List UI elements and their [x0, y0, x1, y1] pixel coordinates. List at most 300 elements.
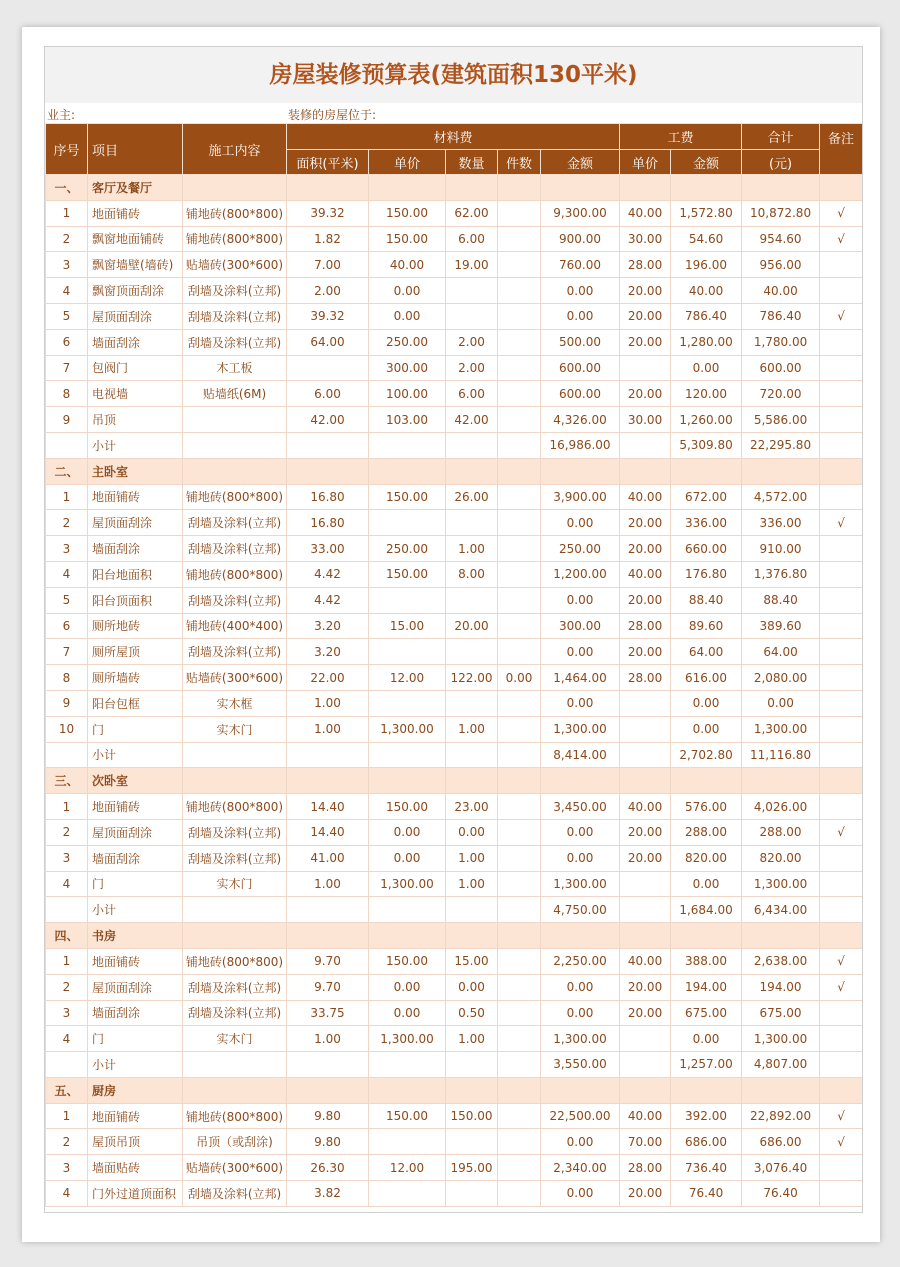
cell-pieces	[498, 690, 541, 716]
cell-area	[287, 923, 369, 949]
cell-amount: 0.00	[541, 639, 620, 665]
cell-labor-amount: 0.00	[671, 355, 742, 381]
cell-item: 墙面刮涂	[88, 845, 183, 871]
table-row	[46, 639, 863, 665]
cell-qty	[446, 742, 498, 768]
cell-amount: 0.00	[541, 1000, 620, 1026]
cell-content: 铺地砖(400*400)	[183, 613, 287, 639]
cell-pieces	[498, 819, 541, 845]
cell-total: 954.60	[742, 226, 820, 252]
cell-labor-price: 20.00	[620, 845, 671, 871]
cell-area: 3.20	[287, 639, 369, 665]
cell-remark	[820, 536, 863, 562]
cell-labor-amount: 0.00	[671, 1026, 742, 1052]
cell-seq: 3	[46, 536, 88, 562]
cell-labor-amount: 76.40	[671, 1181, 742, 1207]
cell-qty: 1.00	[446, 845, 498, 871]
cell-total: 1,300.00	[742, 716, 820, 742]
cell-labor-price	[620, 355, 671, 381]
cell-item: 厨房	[88, 1077, 183, 1103]
cell-content: 刮墙及涂料(立邦)	[183, 639, 287, 665]
cell-content: 贴墙砖(300*600)	[183, 1155, 287, 1181]
cell-unit-price: 250.00	[369, 536, 446, 562]
cell-labor-price: 20.00	[620, 587, 671, 613]
cell-unit-price	[369, 742, 446, 768]
cell-seq: 4	[46, 1181, 88, 1207]
cell-content: 刮墙及涂料(立邦)	[183, 845, 287, 871]
cell-content: 刮墙及涂料(立邦)	[183, 329, 287, 355]
cell-unit-price: 250.00	[369, 329, 446, 355]
cell-seq: 4	[46, 1026, 88, 1052]
table-row	[46, 278, 863, 304]
table-row	[46, 587, 863, 613]
cell-labor-amount: 2,702.80	[671, 742, 742, 768]
cell-labor-amount: 64.00	[671, 639, 742, 665]
cell-area: 9.70	[287, 948, 369, 974]
cell-pieces	[498, 1000, 541, 1026]
cell-total	[742, 923, 820, 949]
table-row	[46, 329, 863, 355]
cell-unit-price: 0.00	[369, 1000, 446, 1026]
cell-pieces	[498, 1103, 541, 1129]
cell-labor-amount: 5,309.80	[671, 432, 742, 458]
table-header	[46, 124, 863, 175]
cell-qty	[446, 175, 498, 201]
cell-content: 贴墙纸(6M)	[183, 381, 287, 407]
cell-total: 1,300.00	[742, 871, 820, 897]
cell-labor-amount	[671, 1077, 742, 1103]
cell-remark	[820, 897, 863, 923]
header-total: 合计	[742, 124, 820, 150]
table-row	[46, 536, 863, 562]
cell-total: 4,026.00	[742, 794, 820, 820]
cell-content	[183, 458, 287, 484]
cell-labor-amount	[671, 175, 742, 201]
cell-labor-amount: 1,280.00	[671, 329, 742, 355]
header-area: 面积(平米)	[287, 150, 369, 175]
cell-qty: 20.00	[446, 613, 498, 639]
header-labor-price: 单价	[620, 150, 671, 175]
cell-labor-price: 20.00	[620, 974, 671, 1000]
cell-item: 飘窗墙壁(墙砖)	[88, 252, 183, 278]
table-row	[46, 948, 863, 974]
cell-unit-price	[369, 1181, 446, 1207]
cell-labor-price: 28.00	[620, 665, 671, 691]
cell-remark	[820, 845, 863, 871]
cell-area	[287, 355, 369, 381]
cell-amount: 2,250.00	[541, 948, 620, 974]
cell-qty: 62.00	[446, 200, 498, 226]
cell-content: 吊顶（或刮涂)	[183, 1129, 287, 1155]
cell-labor-amount: 786.40	[671, 303, 742, 329]
cell-item: 小计	[88, 1052, 183, 1078]
cell-unit-price: 0.00	[369, 278, 446, 304]
cell-labor-price	[620, 871, 671, 897]
cell-amount: 0.00	[541, 510, 620, 536]
cell-total: 88.40	[742, 587, 820, 613]
cell-labor-price: 30.00	[620, 226, 671, 252]
cell-content: 刮墙及涂料(立邦)	[183, 278, 287, 304]
cell-amount: 0.00	[541, 845, 620, 871]
cell-labor-amount: 1,257.00	[671, 1052, 742, 1078]
cell-amount: 900.00	[541, 226, 620, 252]
cell-pieces	[498, 278, 541, 304]
cell-area: 22.00	[287, 665, 369, 691]
cell-area: 9.80	[287, 1103, 369, 1129]
cell-qty: 26.00	[446, 484, 498, 510]
cell-labor-amount: 686.00	[671, 1129, 742, 1155]
cell-seq: 2	[46, 974, 88, 1000]
cell-unit-price	[369, 587, 446, 613]
cell-labor-amount: 196.00	[671, 252, 742, 278]
cell-labor-amount: 820.00	[671, 845, 742, 871]
cell-total: 2,638.00	[742, 948, 820, 974]
cell-total: 336.00	[742, 510, 820, 536]
cell-seq: 2	[46, 510, 88, 536]
cell-labor-amount: 88.40	[671, 587, 742, 613]
cell-labor-amount: 194.00	[671, 974, 742, 1000]
cell-amount: 4,750.00	[541, 897, 620, 923]
cell-amount: 250.00	[541, 536, 620, 562]
cell-unit-price	[369, 1052, 446, 1078]
cell-content	[183, 742, 287, 768]
cell-pieces	[498, 510, 541, 536]
cell-total	[742, 458, 820, 484]
cell-labor-amount: 89.60	[671, 613, 742, 639]
table-row	[46, 845, 863, 871]
cell-area: 41.00	[287, 845, 369, 871]
cell-total: 956.00	[742, 252, 820, 278]
cell-content: 贴墙砖(300*600)	[183, 252, 287, 278]
table-row	[46, 1026, 863, 1052]
cell-pieces	[498, 794, 541, 820]
cell-labor-price: 30.00	[620, 407, 671, 433]
cell-content	[183, 897, 287, 923]
cell-area	[287, 432, 369, 458]
cell-labor-amount	[671, 923, 742, 949]
cell-labor-price: 20.00	[620, 639, 671, 665]
header-material: 材料费	[287, 124, 620, 150]
cell-amount: 1,300.00	[541, 1026, 620, 1052]
cell-total: 10,872.80	[742, 200, 820, 226]
cell-amount: 0.00	[541, 587, 620, 613]
cell-amount	[541, 768, 620, 794]
cell-qty: 6.00	[446, 226, 498, 252]
cell-pieces	[498, 200, 541, 226]
cell-seq: 3	[46, 252, 88, 278]
cell-labor-price: 20.00	[620, 510, 671, 536]
table-row	[46, 510, 863, 536]
cell-area: 16.80	[287, 510, 369, 536]
table-row	[46, 974, 863, 1000]
header-pieces: 件数	[498, 150, 541, 175]
cell-total: 720.00	[742, 381, 820, 407]
header-seq: 序号	[46, 124, 88, 175]
cell-remark	[820, 329, 863, 355]
cell-qty	[446, 639, 498, 665]
cell-area: 16.80	[287, 484, 369, 510]
cell-labor-price: 40.00	[620, 561, 671, 587]
cell-pieces	[498, 716, 541, 742]
cell-amount	[541, 458, 620, 484]
cell-labor-amount: 1,684.00	[671, 897, 742, 923]
cell-remark: √	[820, 974, 863, 1000]
cell-amount	[541, 1077, 620, 1103]
cell-total: 2,080.00	[742, 665, 820, 691]
cell-content: 实木门	[183, 1026, 287, 1052]
cell-total: 675.00	[742, 1000, 820, 1026]
cell-unit-price	[369, 432, 446, 458]
cell-seq	[46, 432, 88, 458]
cell-seq: 四、	[46, 923, 88, 949]
cell-area	[287, 1052, 369, 1078]
cell-item: 小计	[88, 742, 183, 768]
cell-labor-price	[620, 1077, 671, 1103]
cell-pieces	[498, 613, 541, 639]
cell-seq: 4	[46, 561, 88, 587]
cell-area: 1.00	[287, 871, 369, 897]
cell-item: 屋顶面刮涂	[88, 510, 183, 536]
cell-remark	[820, 381, 863, 407]
cell-unit-price	[369, 768, 446, 794]
cell-item: 屋顶面刮涂	[88, 303, 183, 329]
cell-area	[287, 458, 369, 484]
cell-area: 33.00	[287, 536, 369, 562]
cell-unit-price	[369, 639, 446, 665]
cell-seq: 4	[46, 278, 88, 304]
cell-unit-price	[369, 923, 446, 949]
cell-area: 39.32	[287, 200, 369, 226]
cell-remark: √	[820, 819, 863, 845]
subtotal-row	[46, 742, 863, 768]
cell-qty	[446, 278, 498, 304]
cell-qty: 122.00	[446, 665, 498, 691]
cell-content: 铺地砖(800*800)	[183, 561, 287, 587]
cell-unit-price: 15.00	[369, 613, 446, 639]
cell-area: 7.00	[287, 252, 369, 278]
cell-item: 主卧室	[88, 458, 183, 484]
cell-remark: √	[820, 948, 863, 974]
cell-content: 刮墙及涂料(立邦)	[183, 1000, 287, 1026]
cell-qty: 8.00	[446, 561, 498, 587]
cell-remark	[820, 252, 863, 278]
cell-unit-price: 12.00	[369, 665, 446, 691]
cell-labor-price	[620, 1052, 671, 1078]
cell-unit-price	[369, 897, 446, 923]
subtotal-row	[46, 432, 863, 458]
cell-item: 门外过道顶面积	[88, 1181, 183, 1207]
cell-pieces	[498, 1026, 541, 1052]
cell-labor-price	[620, 897, 671, 923]
cell-labor-price: 20.00	[620, 329, 671, 355]
cell-unit-price	[369, 458, 446, 484]
cell-labor-price: 40.00	[620, 794, 671, 820]
cell-item: 厕所地砖	[88, 613, 183, 639]
cell-area: 1.00	[287, 1026, 369, 1052]
cell-area: 1.00	[287, 716, 369, 742]
table-row	[46, 381, 863, 407]
cell-unit-price: 150.00	[369, 561, 446, 587]
cell-remark	[820, 175, 863, 201]
header-item: 项目	[88, 124, 183, 175]
table-row	[46, 794, 863, 820]
cell-area: 42.00	[287, 407, 369, 433]
cell-amount: 3,550.00	[541, 1052, 620, 1078]
table-row	[46, 1181, 863, 1207]
cell-area: 9.70	[287, 974, 369, 1000]
cell-item: 阳台顶面积	[88, 587, 183, 613]
cell-labor-amount: 392.00	[671, 1103, 742, 1129]
cell-qty: 42.00	[446, 407, 498, 433]
cell-remark	[820, 587, 863, 613]
cell-amount: 1,200.00	[541, 561, 620, 587]
paper-sheet	[22, 27, 880, 1242]
cell-area	[287, 768, 369, 794]
cell-seq: 9	[46, 407, 88, 433]
cell-amount	[541, 923, 620, 949]
cell-amount: 1,300.00	[541, 716, 620, 742]
table-row	[46, 665, 863, 691]
cell-remark	[820, 794, 863, 820]
cell-remark	[820, 1077, 863, 1103]
cell-labor-price: 20.00	[620, 1181, 671, 1207]
cell-content: 刮墙及涂料(立邦)	[183, 1181, 287, 1207]
table-row	[46, 613, 863, 639]
cell-item: 门	[88, 1026, 183, 1052]
cell-amount: 16,986.00	[541, 432, 620, 458]
cell-qty: 2.00	[446, 329, 498, 355]
cell-item: 屋顶面刮涂	[88, 819, 183, 845]
cell-labor-price: 28.00	[620, 613, 671, 639]
cell-remark	[820, 742, 863, 768]
cell-total: 389.60	[742, 613, 820, 639]
cell-pieces	[498, 871, 541, 897]
cell-pieces	[498, 536, 541, 562]
cell-pieces	[498, 175, 541, 201]
cell-content: 铺地砖(800*800)	[183, 1103, 287, 1129]
cell-remark	[820, 639, 863, 665]
header-labor: 工费	[620, 124, 742, 150]
cell-content: 铺地砖(800*800)	[183, 948, 287, 974]
header-labor-amount: 金额	[671, 150, 742, 175]
cell-item: 屋顶吊顶	[88, 1129, 183, 1155]
cell-pieces	[498, 561, 541, 587]
cell-amount: 0.00	[541, 819, 620, 845]
cell-seq: 7	[46, 639, 88, 665]
cell-total	[742, 768, 820, 794]
cell-pieces	[498, 329, 541, 355]
cell-item: 飘窗地面铺砖	[88, 226, 183, 252]
cell-amount: 2,340.00	[541, 1155, 620, 1181]
cell-pieces: 0.00	[498, 665, 541, 691]
cell-qty: 195.00	[446, 1155, 498, 1181]
cell-remark	[820, 1181, 863, 1207]
cell-qty: 19.00	[446, 252, 498, 278]
cell-qty	[446, 768, 498, 794]
cell-labor-price: 20.00	[620, 1000, 671, 1026]
cell-labor-amount: 0.00	[671, 871, 742, 897]
cell-area: 4.42	[287, 561, 369, 587]
cell-labor-amount: 288.00	[671, 819, 742, 845]
cell-item: 吊顶	[88, 407, 183, 433]
cell-labor-amount: 40.00	[671, 278, 742, 304]
cell-seq: 三、	[46, 768, 88, 794]
location-label: 装修的房屋位于:	[288, 108, 377, 122]
cell-total: 3,076.40	[742, 1155, 820, 1181]
cell-total: 910.00	[742, 536, 820, 562]
header-content: 施工内容	[183, 124, 287, 175]
cell-labor-price: 40.00	[620, 948, 671, 974]
cell-labor-price	[620, 742, 671, 768]
section-row	[46, 923, 863, 949]
cell-pieces	[498, 484, 541, 510]
cell-total: 786.40	[742, 303, 820, 329]
cell-seq: 8	[46, 381, 88, 407]
cell-pieces	[498, 974, 541, 1000]
section-row	[46, 175, 863, 201]
subtotal-row	[46, 897, 863, 923]
cell-remark	[820, 613, 863, 639]
cell-amount: 0.00	[541, 303, 620, 329]
cell-pieces	[498, 1052, 541, 1078]
cell-total: 288.00	[742, 819, 820, 845]
cell-total: 64.00	[742, 639, 820, 665]
cell-labor-price: 20.00	[620, 381, 671, 407]
cell-remark	[820, 561, 863, 587]
cell-area: 6.00	[287, 381, 369, 407]
cell-content: 贴墙砖(300*600)	[183, 665, 287, 691]
cell-qty: 2.00	[446, 355, 498, 381]
cell-seq: 2	[46, 819, 88, 845]
cell-seq: 1	[46, 484, 88, 510]
cell-remark	[820, 1026, 863, 1052]
cell-amount: 9,300.00	[541, 200, 620, 226]
cell-content: 实木框	[183, 690, 287, 716]
cell-item: 地面铺砖	[88, 948, 183, 974]
cell-seq: 3	[46, 845, 88, 871]
cell-qty	[446, 458, 498, 484]
table-row	[46, 303, 863, 329]
cell-total: 600.00	[742, 355, 820, 381]
cell-amount: 600.00	[541, 355, 620, 381]
cell-qty: 23.00	[446, 794, 498, 820]
cell-unit-price: 0.00	[369, 974, 446, 1000]
cell-area	[287, 1077, 369, 1103]
cell-amount: 0.00	[541, 1181, 620, 1207]
cell-amount: 0.00	[541, 690, 620, 716]
cell-item: 阳台地面积	[88, 561, 183, 587]
cell-item: 地面铺砖	[88, 1103, 183, 1129]
cell-seq: 10	[46, 716, 88, 742]
info-row	[45, 103, 862, 123]
cell-unit-price	[369, 1129, 446, 1155]
cell-remark: √	[820, 510, 863, 536]
cell-labor-amount: 176.80	[671, 561, 742, 587]
section-row	[46, 458, 863, 484]
cell-unit-price: 0.00	[369, 303, 446, 329]
table-row	[46, 1129, 863, 1155]
cell-pieces	[498, 639, 541, 665]
section-row	[46, 1077, 863, 1103]
cell-labor-price: 40.00	[620, 484, 671, 510]
cell-unit-price	[369, 690, 446, 716]
cell-content: 铺地砖(800*800)	[183, 794, 287, 820]
cell-content: 刮墙及涂料(立邦)	[183, 974, 287, 1000]
budget-table	[45, 123, 863, 1207]
cell-seq: 6	[46, 329, 88, 355]
cell-content	[183, 432, 287, 458]
cell-remark	[820, 484, 863, 510]
